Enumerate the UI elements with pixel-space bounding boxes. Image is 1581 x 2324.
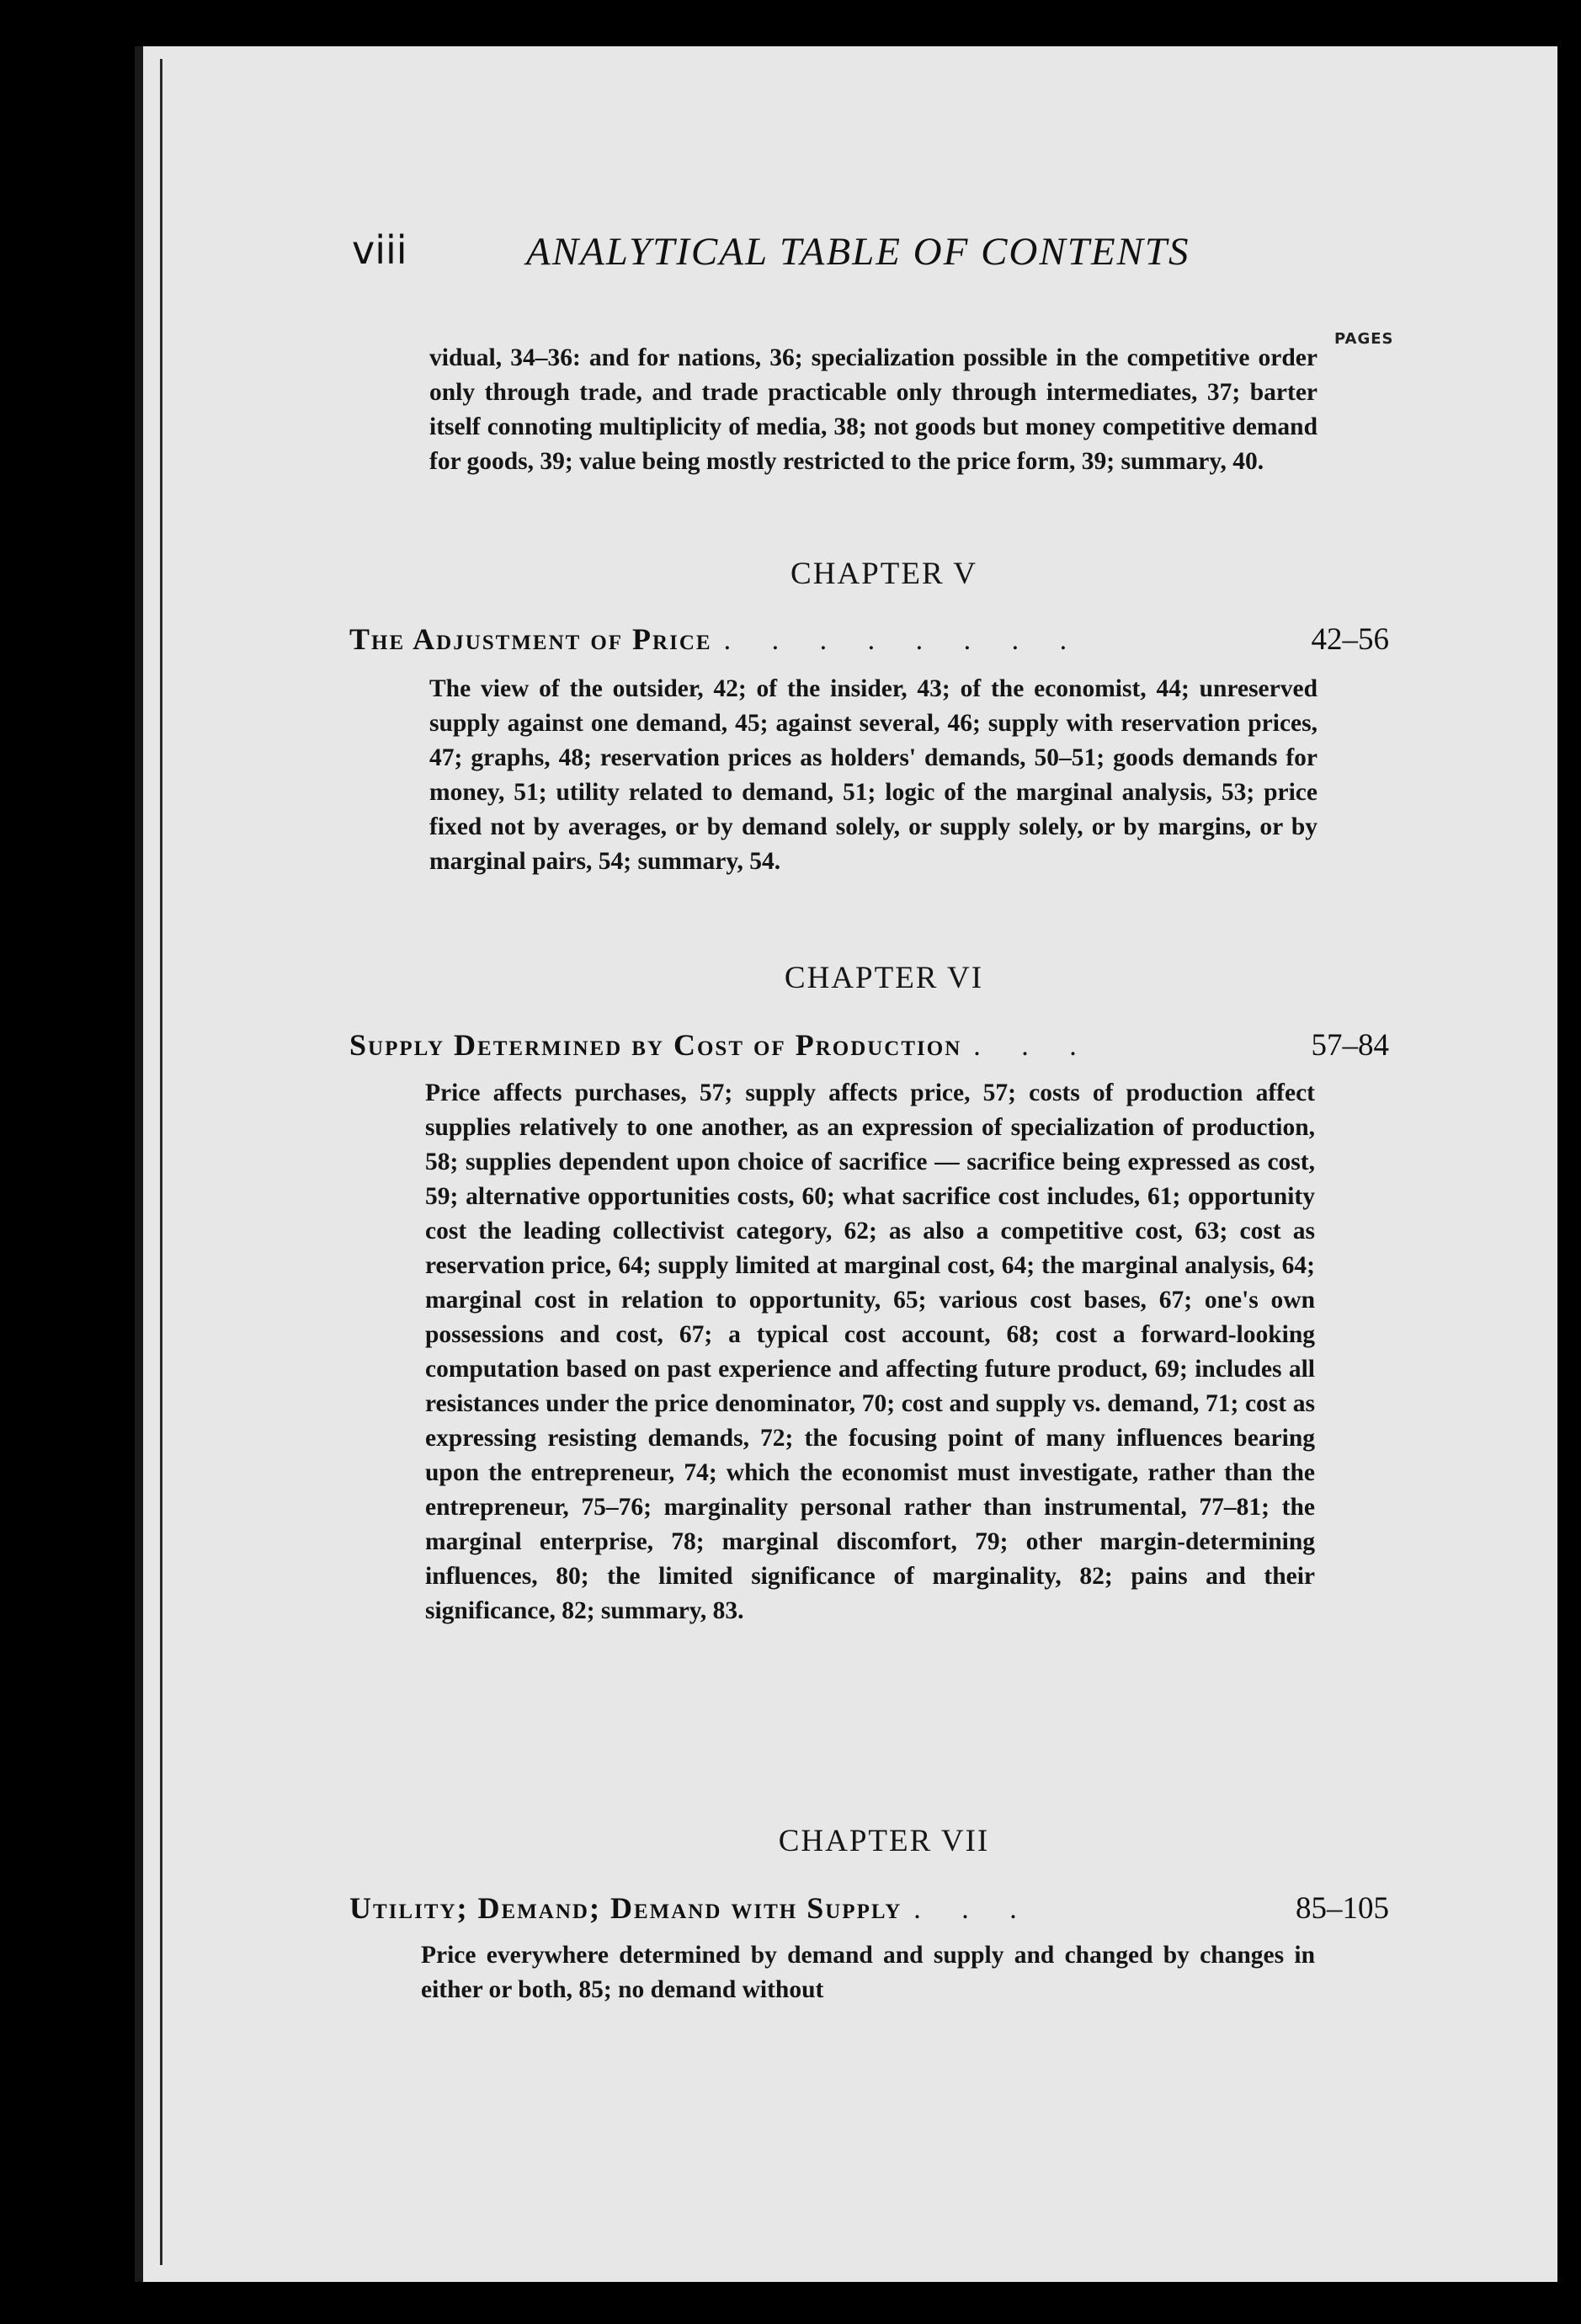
- chapter-summary: Price affects purchases, 57; supply affects price, 57; costs of production affect supplies relatively to one another, as an expression of specialization of production, 58; supplies dependent upon choice of sacrifice — sacrifice being expressed as cost, 59; alternative opportunities costs, 60; what sacrifice cost includes, 61; opportunity cost the leading collectivist category, 62; as also a competitive cost, 63; cost as reservation price, 64; supply limited at marginal cost, 64; the marginal analysis, 64; marginal cost in relation to opportunity, 65; various cost bases, 67; one's own possessions and cost, 67; a typical cost account, 68; cost a forward-looking computation based on past experience and affecting future product, 69; includes all resistances under the price denominator, 70; cost and supply vs. demand, 71; cost as expressing resisting demands, 72; the focusing point of many influences bearing upon the entrepreneur, 74; which the economist must investigate, rather than the entrepreneur, 75–76; marginality personal rather than instrumental, 77–81; the marginal enterprise, 78; marginal discomfort, 79; other margin-determining influences, 80; the limited significance of marginality, 82; pains and their significance, 82; summary, 83.: [425, 1079, 1315, 1624]
- chapter-title: The Adjustment of Price: [349, 622, 712, 656]
- intro-paragraph: vidual, 34–36: and for nations, 36; specialization possible in the competitive order only through trade, and trade practicable only through intermediates, 37; barter itself connoting multiplicity of media, 38; not goods but money competitive demand for goods, 39; value being mostly restricted to the price form, 39; summary, 40.: [429, 344, 1318, 475]
- chapter-heading: CHAPTER VI: [784, 961, 984, 995]
- dot-leader: . . .: [973, 1031, 1094, 1062]
- chapter-title-row: [349, 1027, 1389, 1063]
- chapter-title-row: [349, 1890, 1389, 1927]
- page-range: 85–105: [1296, 1891, 1389, 1926]
- page-number: viii: [352, 227, 407, 273]
- chapter-summary: The view of the outsider, 42; of the insider, 43; of the economist, 44; unreserved supply against one demand, 45; against several, 46; supply with reservation prices, 47; graphs, 48; reservation prices as holders' demands, 50–51; goods demands for money, 51; utility related to demand, 51; logic of the marginal analysis, 53; price fixed not by averages, or by demand solely, or supply solely, or by margins, or by marginal pairs, 54; summary, 54.: [429, 675, 1318, 875]
- binding-edge: [160, 59, 162, 2265]
- page-range: 42–56: [1311, 622, 1389, 657]
- pages-column-label: PAGES: [1334, 330, 1394, 348]
- chapter-title-row: [349, 621, 1389, 658]
- chapter-summary: Price everywhere determined by demand and supply and changed by changes in either or both, 85; no demand without: [421, 1942, 1315, 2003]
- chapter-title: Utility; Demand; Demand with Supply: [349, 1891, 902, 1925]
- dot-leader: . . .: [913, 1894, 1034, 1925]
- running-head: ANALYTICAL TABLE OF CONTENTS: [526, 230, 1190, 274]
- chapter-title: Supply Determined by Cost of Production: [349, 1028, 962, 1062]
- page-range: 57–84: [1311, 1028, 1389, 1063]
- chapter-heading: CHAPTER VII: [778, 1824, 990, 1858]
- chapter-heading: CHAPTER V: [790, 557, 977, 591]
- dot-leader: . . . . . . . .: [723, 625, 1084, 656]
